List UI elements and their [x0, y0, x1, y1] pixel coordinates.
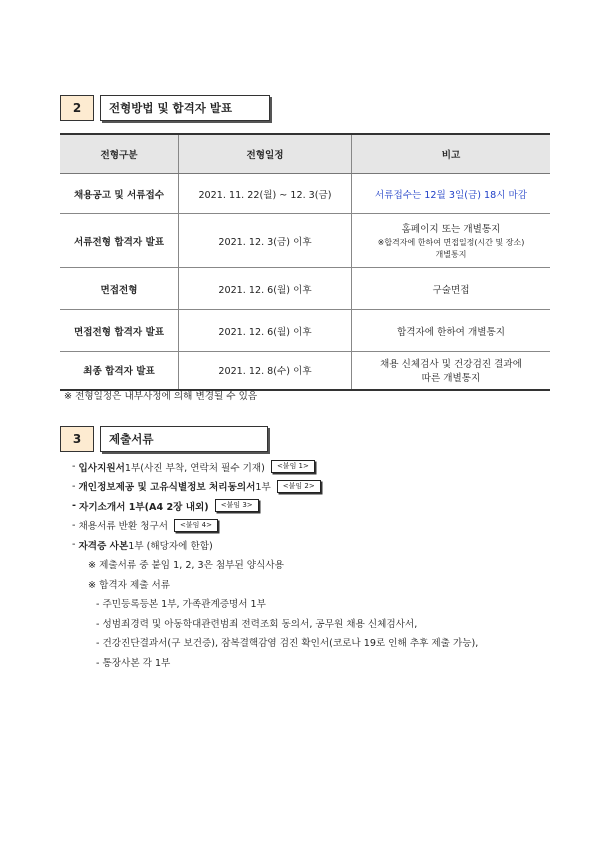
table-header-row [60, 134, 550, 174]
section-3-header [60, 426, 268, 452]
date-cell: 2021. 12. 3(금) 이후 [179, 214, 352, 268]
stage-cell: 최종 합격자 발표 [60, 352, 179, 390]
note-text: 홈페이지 또는 개별통지 [401, 223, 501, 235]
sub-list-item: - 성범죄경력 및 아동학대관련범죄 전력조회 동의서, 공무원 채용 신체검사서, [96, 618, 418, 630]
schedule-footnote: ※ 전형일정은 내부사정에 의해 변경될 수 있음 [64, 391, 258, 402]
table-row [60, 352, 550, 390]
note-text: 따른 개별통지 [421, 373, 481, 385]
list-item [72, 535, 478, 555]
note-cell [352, 352, 551, 390]
list-dash: - [72, 539, 76, 551]
section-2-header [60, 95, 270, 121]
attachment-badge: <붙임 4> [174, 519, 218, 532]
section-title: 전형방법 및 합격자 발표 [100, 95, 270, 121]
table-row [60, 174, 550, 214]
list-dash: - [72, 519, 76, 531]
stage-cell: 면접전형 [60, 268, 179, 310]
list-item [72, 457, 478, 477]
list-item [72, 516, 478, 536]
schedule-table [60, 133, 550, 391]
table-row [60, 268, 550, 310]
attachment-badge: <붙임 3> [215, 499, 259, 512]
column-header: 전형구분 [60, 134, 179, 174]
table-row [60, 310, 550, 352]
note-text: 채용 신체검사 및 건강검진 결과에 [380, 359, 522, 371]
note-cell [352, 214, 551, 268]
section-title: 제출서류 [100, 426, 268, 452]
column-header: 비고 [352, 134, 551, 174]
date-cell: 2021. 12. 6(월) 이후 [179, 268, 352, 310]
note-cell: 합격자에 한하여 개별통지 [352, 310, 551, 352]
item-title: 자기소개서 1부(A4 2장 내외) [79, 501, 209, 513]
date-cell: 2021. 12. 8(수) 이후 [179, 352, 352, 390]
attachment-badge: <붙임 2> [277, 480, 321, 493]
item-title: 입사지원서 [78, 462, 125, 474]
list-note: ※ 합격자 제출 서류 [88, 579, 171, 591]
list-dash: - [72, 461, 76, 473]
section-number: 3 [60, 426, 94, 452]
column-header: 전형일정 [179, 134, 352, 174]
attachment-badge: <붙임 1> [271, 460, 315, 473]
note-subtext: 개별통지 [435, 249, 467, 259]
sub-list-item: - 주민등록등본 1부, 가족관계증명서 1부 [96, 599, 266, 611]
list-dash: - [72, 480, 76, 492]
stage-cell: 면접전형 합격자 발표 [60, 310, 179, 352]
stage-cell: 서류전형 합격자 발표 [60, 214, 179, 268]
item-detail: 채용서류 반환 청구서 [78, 521, 169, 533]
item-detail: 1부 [255, 482, 271, 494]
date-cell: 2021. 11. 22(월) ~ 12. 3(금) [179, 174, 352, 214]
stage-cell: 채용공고 및 서류접수 [60, 174, 179, 214]
sub-list-item: - 건강진단결과서(구 보건증), 잠복결핵감염 검진 확인서(코로나 19로 인해 추후 제출 가능), [96, 638, 479, 650]
section-number: 2 [60, 95, 94, 121]
note-cell: 서류접수는 12월 3일(금) 18시 마감 [352, 174, 551, 214]
table-row [60, 214, 550, 268]
item-title: 개인정보제공 및 고유식별정보 처리동의서 [78, 482, 256, 494]
item-title: 자격증 사본 [78, 540, 129, 552]
list-item [72, 496, 478, 516]
note-cell: 구술면접 [352, 268, 551, 310]
list-note: ※ 제출서류 중 붙임 1, 2, 3은 첨부된 양식사용 [88, 560, 284, 572]
item-detail: 1부(사진 부착, 연락처 필수 기재) [124, 462, 265, 474]
date-cell: 2021. 12. 6(월) 이후 [179, 310, 352, 352]
document-list [72, 457, 478, 672]
list-item [72, 477, 478, 497]
list-dash: - [72, 500, 76, 512]
item-detail: 1부 (해당자에 한함) [128, 540, 213, 552]
note-subtext: ※합격자에 한하여 면접일정(시간 및 장소) [377, 237, 525, 247]
sub-list-item: - 통장사본 각 1부 [96, 657, 171, 669]
